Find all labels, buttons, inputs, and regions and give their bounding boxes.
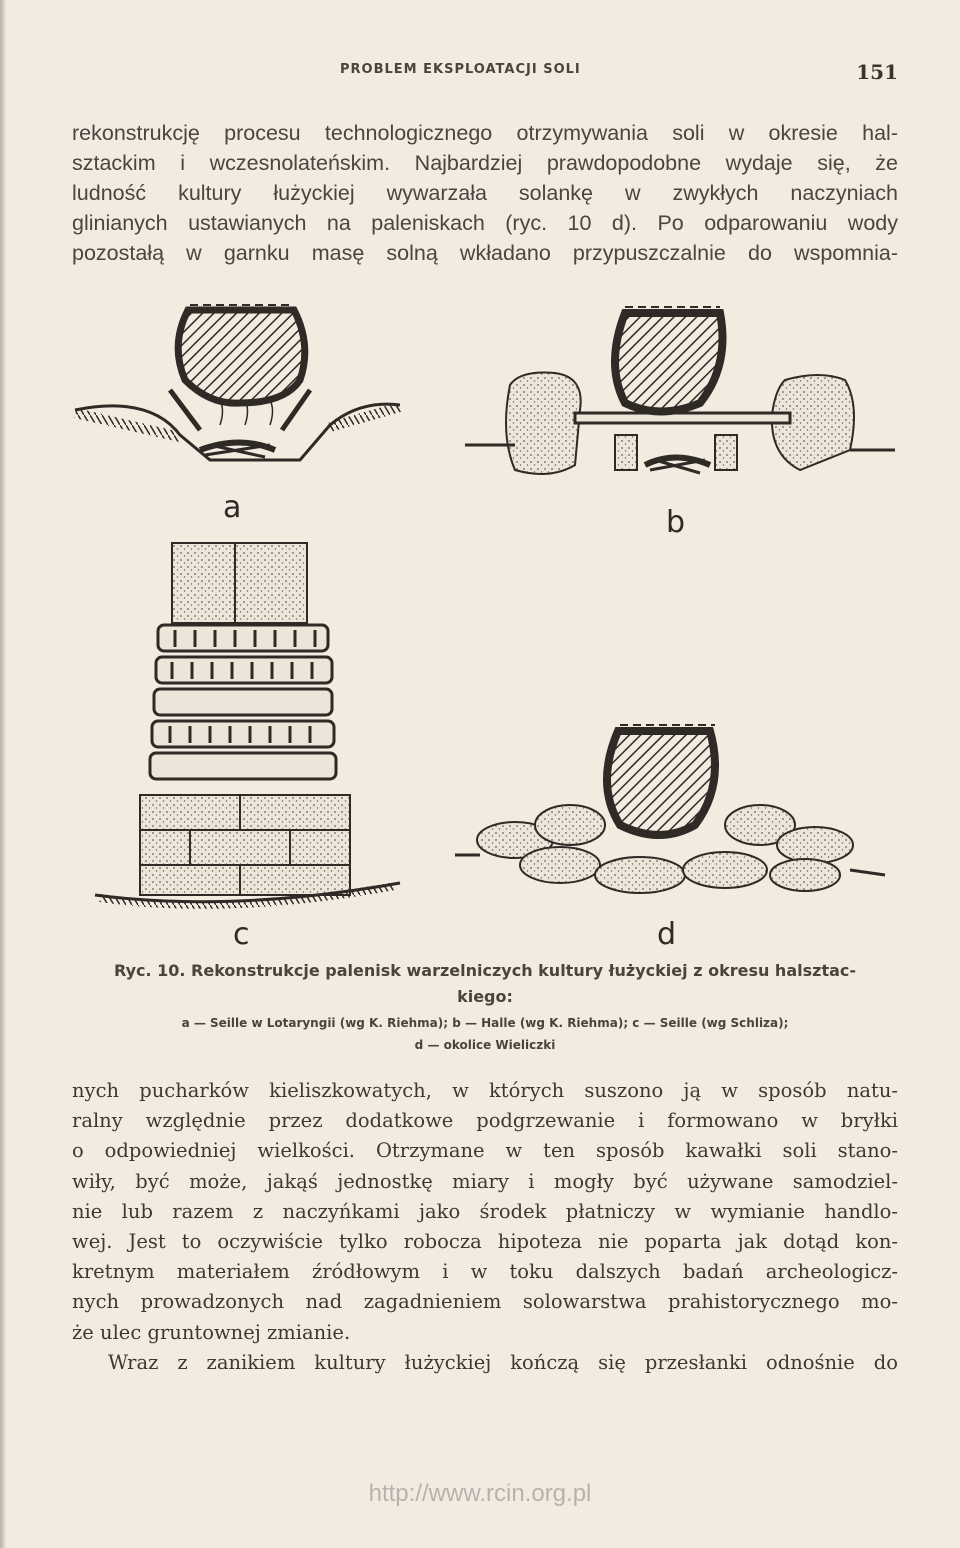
- text-line: wej. Jest to oczywiście tylko robocza hipoteza nie poparta jak dotąd kon-: [72, 1230, 898, 1254]
- panel-label-c: c: [233, 917, 250, 952]
- panel-a-drawing: [75, 305, 400, 460]
- page-number: 151: [856, 60, 898, 84]
- caption-line: Ryc. 10. Rekonstrukcje palenisk warzelniczych kultury łużyckiej z okresu halsztac-: [113, 961, 857, 980]
- text-line: glinianych ustawianych na paleniskach (ryc. 10 d). Po odparowaniu wody: [72, 211, 898, 235]
- text-line: sztackim i wczesnolateńskim. Najbardziej prawdopodobne wydaje się, że: [72, 151, 898, 175]
- text-line: pozostałą w garnku masę solną wkładano przypuszczalnie do wspomnia-: [72, 241, 898, 265]
- text-line: wiły, być może, jakąś jednostkę miary i mogły być używane samodziel-: [72, 1169, 898, 1193]
- panel-c-drawing: [95, 543, 400, 905]
- text-line: nych pucharków kieliszkowatych, w których suszono ją w sposób natu-: [72, 1079, 898, 1102]
- caption-line: d — okolice Wieliczki: [414, 1038, 556, 1052]
- panel-label-b: b: [666, 505, 686, 540]
- text-line: kretnym materiałem źródłowym i w toku dalszych badań archeologicz-: [72, 1260, 898, 1284]
- figure-drawings: [60, 285, 910, 965]
- running-title: PROBLEM EKSPLOATACJI SOLI: [340, 62, 581, 77]
- text-line: ralny względnie przez dodatkowe podgrzewanie i formowano w bryłki: [72, 1109, 898, 1133]
- panel-label-a: a: [223, 490, 242, 525]
- figure-caption: [72, 958, 898, 1056]
- text-line: o odpowiedniej wielkości. Otrzymane w ten sposób kawałki soli stano-: [72, 1139, 898, 1163]
- text-line: rekonstrukcję procesu technologicznego otrzymywania soli w okresie hal-: [72, 121, 898, 145]
- page-edge: [0, 0, 6, 1548]
- caption-line: kiego:: [457, 987, 513, 1006]
- caption-title: [72, 958, 898, 1010]
- top-paragraph: [72, 118, 898, 268]
- text-line: że ulec gruntownej zmianie.: [72, 1320, 351, 1344]
- next-paragraph-line: Wraz z zanikiem kultury łużyckiej kończą się przesłanki odnośnie do: [108, 1350, 898, 1374]
- text-line: nych prowadzonych nad zagadnieniem solowarstwa prahistorycznego mo-: [72, 1290, 898, 1314]
- watermark-url: http://www.rcin.org.pl: [368, 1480, 592, 1507]
- panel-b-drawing: [465, 307, 895, 474]
- caption-sources: [72, 1012, 898, 1056]
- panel-label-d: d: [657, 917, 677, 952]
- hearth-reconstruction-figure: [60, 285, 910, 965]
- text-line: nie lub razem z naczyńkami jako środek płatniczy w wymianie handlo-: [72, 1199, 898, 1223]
- text-line: ludność kultury łużyckiej wywarzała solankę w zwykłych naczyniach: [72, 181, 898, 205]
- caption-line: a — Seille w Lotaryngii (wg K. Riehma); b — Halle (wg K. Riehma); c — Seille (wg Schliza);: [181, 1016, 789, 1030]
- bottom-paragraph: [72, 1076, 898, 1378]
- panel-d-drawing: [455, 725, 885, 893]
